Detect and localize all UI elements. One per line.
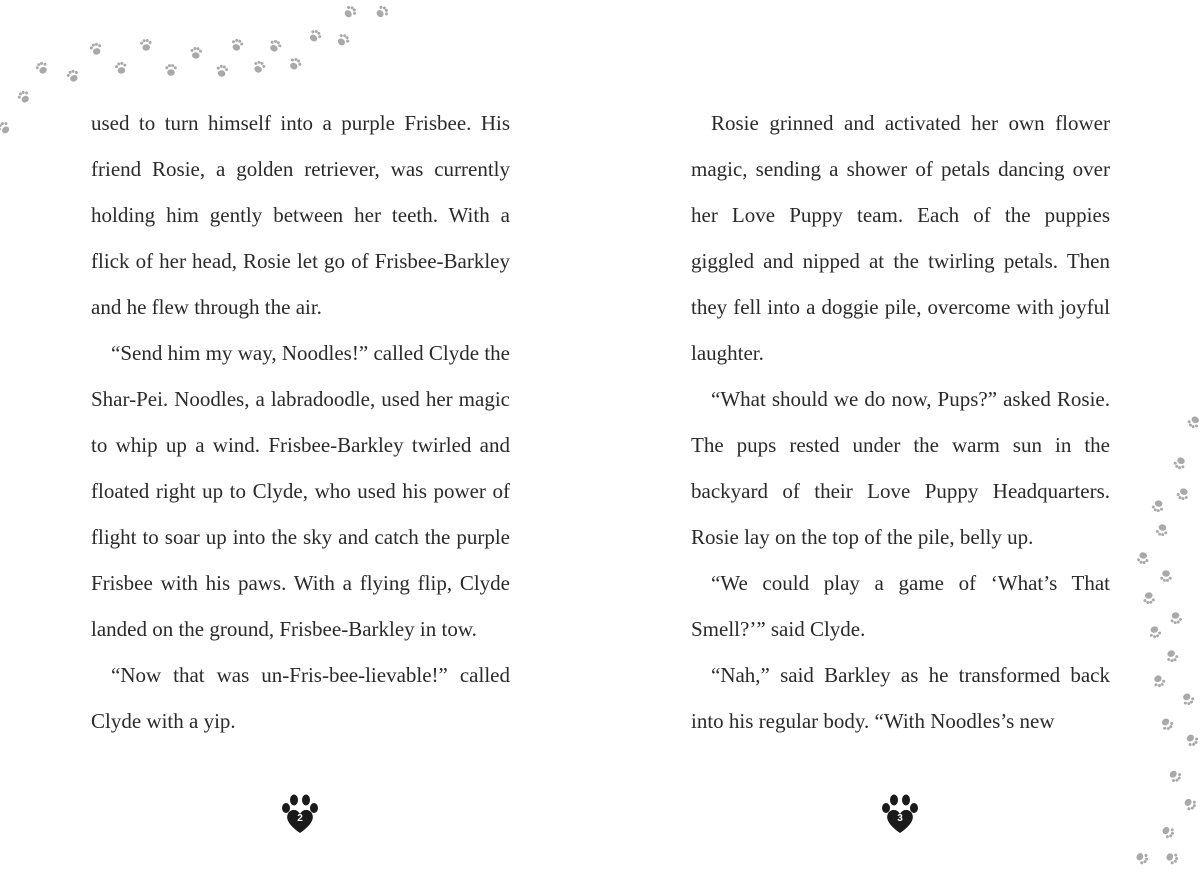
paw-print-icon xyxy=(1164,850,1179,865)
paw-print-icon xyxy=(1151,499,1165,513)
paw-print-icon xyxy=(140,39,152,52)
paw-print-icon xyxy=(1143,592,1155,605)
paw-print-icon xyxy=(34,60,49,75)
paw-print-icon xyxy=(1172,455,1187,470)
left-page xyxy=(91,100,510,744)
paw-print-icon xyxy=(1186,414,1200,430)
paragraph: “Nah,” said Barkley as he transformed back into his regular body. “With Noodles’s new xyxy=(691,663,1110,733)
paw-print-icon xyxy=(1151,673,1166,688)
paw-print-icon xyxy=(267,38,282,53)
paw-print-icon xyxy=(252,60,267,75)
paw-print-icon xyxy=(0,120,12,136)
paw-print-icon xyxy=(1137,552,1149,565)
paw-print-icon xyxy=(1169,611,1182,624)
paw-print-icon xyxy=(1184,732,1200,748)
paw-print-icon xyxy=(165,64,177,76)
paragraph: “What should we do now, Pups?” asked Rosie. The pups rested under the warm sun in the backyard of their Love Puppy Headquarters. Rosie lay on the top of the pile, belly up. xyxy=(691,387,1110,549)
paw-print-icon xyxy=(1176,487,1191,502)
paw-print-icon xyxy=(342,4,358,20)
right-page xyxy=(691,100,1110,744)
paw-print-icon xyxy=(66,68,81,83)
paw-print-icon xyxy=(1148,625,1162,639)
paragraph: “We could play a game of ‘What’s That Smell?’” said Clyde. xyxy=(691,571,1110,641)
paw-print-icon xyxy=(1182,796,1198,812)
paw-print-icon xyxy=(1160,824,1176,840)
paw-print-icon xyxy=(1160,570,1172,582)
page-number: 2 xyxy=(297,813,303,824)
paw-print-icon xyxy=(190,47,202,60)
paragraph: used to turn himself into a purple Frisbee. His friend Rosie, a golden retriever, was currently holding him gently between her teeth. With a flick of her head, Rosie let go of Frisbee-Barkley and he flew through the air. xyxy=(91,111,510,319)
paw-print-icon xyxy=(1134,850,1150,866)
paw-print-icon xyxy=(1180,691,1196,707)
paragraph: Rosie grinned and activated her own flower magic, sending a shower of petals dancing over her Love Puppy team. Each of the puppies giggled and nipped at the twirling petals. Then they fell into a doggie pile, overcome with joyful laughter. xyxy=(691,111,1110,365)
paw-print-icon xyxy=(230,38,244,52)
paragraph: “Now that was un-Fris-bee-lievable!” called Clyde with a yip. xyxy=(91,663,510,733)
paw-print-icon xyxy=(215,64,228,77)
paw-print-icon xyxy=(1159,716,1175,732)
page-number-right xyxy=(880,793,920,835)
paw-print-icon xyxy=(1165,649,1180,664)
paw-print-icon xyxy=(374,4,390,20)
paw-print-icon xyxy=(287,56,303,72)
page-number-left xyxy=(280,793,320,835)
paw-print-icon xyxy=(89,42,103,56)
page-number: 3 xyxy=(897,813,903,824)
paw-print-icon xyxy=(114,61,127,74)
paw-print-icon xyxy=(1155,523,1168,536)
paw-print-icon xyxy=(335,32,351,48)
paragraph: “Send him my way, Noodles!” called Clyde the Shar-Pei. Noodles, a labradoodle, used her magic to whip up a wind. Frisbee-Barkley twirled and floated right up to Clyde, who used his power of flight to soar up into the sky and catch the purple Frisbee with his paws. With a flying flip, Clyde landed on the ground, Frisbee-Barkley in tow. xyxy=(91,341,510,641)
paw-print-icon xyxy=(1167,768,1183,784)
paw-print-icon xyxy=(307,28,323,44)
paw-print-icon xyxy=(16,89,32,105)
